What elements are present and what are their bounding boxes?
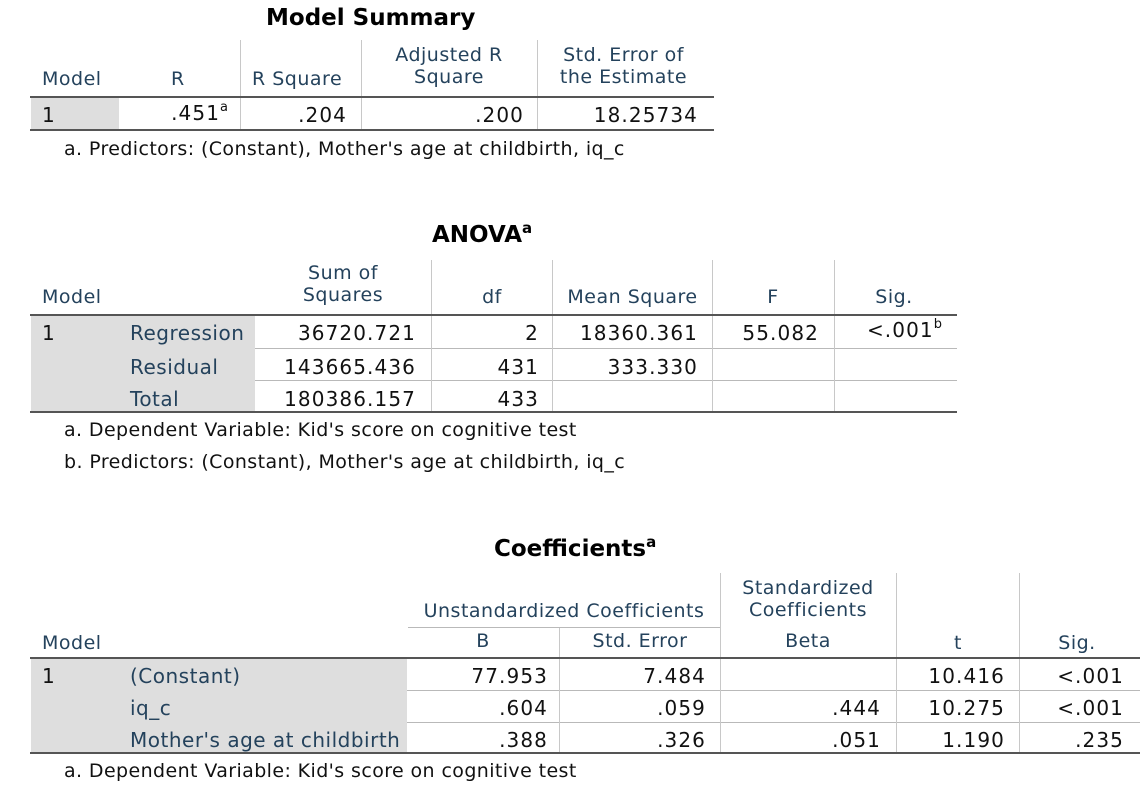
ms-header-rule	[30, 96, 714, 98]
coef-model-number: 1	[42, 664, 56, 688]
anova-sig-value: <.001$^b$	[866, 317, 942, 342]
coef-row-label: (Constant)	[130, 664, 241, 688]
ms-body-divider	[240, 98, 241, 129]
coef-row-rule	[407, 690, 1140, 691]
anova-footnote-a: a. Dependent Variable: Kid's score on cognitive test	[64, 419, 577, 441]
ms-body-divider	[537, 98, 538, 129]
coef-body-divider	[896, 659, 897, 753]
coef-header-divider	[1019, 573, 1020, 659]
anova-f-value: 55.082	[742, 321, 819, 345]
anova-ms-value: 18360.361	[579, 321, 698, 345]
coef-b-value: .604	[499, 696, 548, 720]
ms-header-divider	[240, 40, 241, 97]
coef-t-value: 10.416	[928, 664, 1005, 688]
anova-title: ANOVA$^a$	[432, 219, 533, 248]
coef-sig-value: .235	[1075, 728, 1124, 752]
anova-header-sig: Sig.	[875, 286, 913, 308]
coef-t-value: 10.275	[928, 696, 1005, 720]
coef-header-sig: Sig.	[1058, 632, 1096, 654]
anova-header-divider	[712, 260, 713, 315]
coef-header-std-error: Std. Error	[592, 630, 688, 652]
anova-ss-value: 36720.721	[297, 321, 416, 345]
anova-header-mean-square: Mean Square	[567, 286, 698, 308]
ms-std-error-value: 18.25734	[593, 103, 698, 127]
ms-header-std-error: Std. Error of the Estimate	[559, 44, 688, 88]
coef-body-divider	[559, 659, 560, 753]
anova-model-number: 1	[42, 321, 56, 345]
ms-footnote-a: a. Predictors: (Constant), Mother's age at childbirth, iq_c	[64, 138, 625, 160]
ms-header-divider	[361, 40, 362, 97]
anova-body-divider	[552, 316, 553, 412]
coef-subheader-rule	[408, 627, 720, 628]
model-summary-title: Model Summary	[266, 5, 476, 31]
ms-header-divider	[537, 40, 538, 97]
coef-header-unstandardized: Unstandardized Coefficients	[423, 600, 705, 622]
coef-b-value: 77.953	[471, 664, 548, 688]
anova-body-divider	[834, 316, 835, 412]
coef-header-divider	[896, 573, 897, 659]
ms-body-divider	[361, 98, 362, 129]
coef-header-model: Model	[42, 632, 102, 654]
ms-r-value: .451$^a$	[171, 100, 228, 125]
coef-body-divider	[720, 659, 721, 753]
ms-header-model: Model	[42, 68, 102, 90]
coef-bottom-rule	[30, 752, 1140, 754]
anova-body-divider	[712, 316, 713, 412]
coef-header-divider	[559, 628, 560, 659]
coef-row-label: iq_c	[130, 696, 172, 720]
anova-bottom-rule	[30, 411, 957, 413]
coef-sig-value: <.001	[1057, 664, 1124, 688]
coef-beta-value: .444	[832, 696, 881, 720]
coef-se-value: .326	[657, 728, 706, 752]
anova-row-rule	[255, 380, 957, 381]
anova-ss-value: 180386.157	[284, 387, 416, 411]
anova-df-value: 431	[497, 355, 539, 379]
ms-model-number: 1	[42, 103, 56, 127]
coef-header-standardized: Standardized Coefficients	[742, 577, 874, 621]
ms-header-r: R	[171, 68, 185, 90]
coefficients-title: Coefficients$^a$	[494, 533, 657, 562]
anova-ss-value: 143665.436	[284, 355, 416, 379]
coef-se-value: .059	[657, 696, 706, 720]
anova-header-model: Model	[42, 286, 102, 308]
anova-header-sum-of-squares: Sum of Squares	[302, 262, 384, 306]
anova-header-divider	[834, 260, 835, 315]
coef-header-t: t	[954, 632, 962, 654]
anova-header-divider	[431, 260, 432, 315]
anova-ms-value: 333.330	[607, 355, 698, 379]
coef-b-value: .388	[499, 728, 548, 752]
ms-r-square-value: .204	[298, 103, 347, 127]
coef-sig-value: <.001	[1057, 696, 1124, 720]
anova-row-label: Regression	[130, 321, 245, 345]
anova-row-label: Residual	[130, 355, 219, 379]
coef-row-rule	[407, 722, 1140, 723]
ms-header-r-square: R Square	[252, 68, 343, 90]
anova-df-value: 433	[497, 387, 539, 411]
anova-row-rule	[255, 348, 957, 349]
anova-df-value: 2	[525, 321, 539, 345]
ms-bottom-rule	[30, 129, 714, 131]
ms-adj-r-square-value: .200	[475, 103, 524, 127]
coef-header-divider	[720, 573, 721, 659]
coef-header-b: B	[476, 630, 490, 652]
coef-beta-value: .051	[832, 728, 881, 752]
ms-header-adj-r-square: Adjusted R Square	[395, 44, 503, 88]
anova-body-divider	[431, 316, 432, 412]
anova-row-label: Total	[130, 387, 180, 411]
coef-row-label: Mother's age at childbirth	[130, 728, 401, 752]
anova-header-f: F	[767, 286, 779, 308]
anova-header-df: df	[482, 286, 502, 308]
coef-t-value: 1.190	[942, 728, 1005, 752]
anova-header-divider	[552, 260, 553, 315]
coef-header-beta: Beta	[785, 630, 831, 652]
coef-footnote-a: a. Dependent Variable: Kid's score on cognitive test	[64, 760, 577, 782]
coef-se-value: 7.484	[643, 664, 706, 688]
coef-body-divider	[1019, 659, 1020, 753]
anova-footnote-b: b. Predictors: (Constant), Mother's age at childbirth, iq_c	[64, 451, 626, 473]
